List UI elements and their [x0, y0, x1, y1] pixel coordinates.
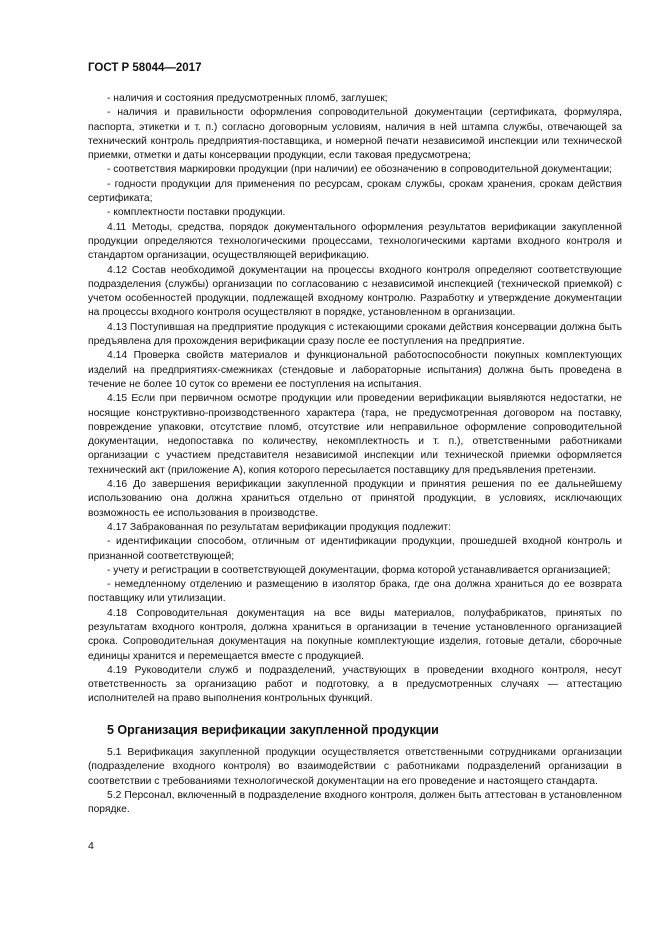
paragraph: 5.1 Верификация закупленной продукции осуществляется ответственными сотрудниками организации (подразделение входного контроля) во взаимодействии с работниками подразделений организации в соответствии с требованиями технологической документации на его проведение и настоящего стандарта. [88, 747, 622, 787]
paragraph: - идентификации способом, отличным от идентификации продукции, прошедшей входной контроль и признанной соответствующей; [88, 536, 622, 562]
page-number: 4 [88, 840, 94, 852]
paragraph: 4.11 Методы, средства, порядок документального оформления результатов верификации закупленной продукции определяются технологическими процессами, технологическими картами входного контроля и стандартом организации, осуществляющей верификацию. [88, 221, 622, 262]
paragraph: 4.19 Руководители служб и подразделений, участвующих в проведении входного контроля, несут ответственность за организацию работ и подготовку, а в предусмотренных случаях — аттестацию исполнителей на право выполнения контрольных функций. [88, 664, 622, 705]
paragraph: - наличия и состояния предусмотренных пломб, заглушек; [107, 93, 388, 104]
paragraph: 4.14 Проверка свойств материалов и функциональной работоспособности покупных комплектующих изделий на предприятиях-смежниках (стендовые и лабораторные испытания) должна быть проведена в течение не более 10 суток со времени ее поступления на испытания. [88, 350, 622, 390]
paragraph: 4.17 Забракованная по результатам верификации продукция подлежит: [107, 521, 451, 533]
document-body [88, 92, 622, 818]
paragraph: - комплектности поставки продукции. [107, 207, 286, 219]
section-heading: 5 Организация верификации закупленной продукции [107, 722, 439, 737]
paragraph: 4.13 Поступившая на предприятие продукция с истекающими сроками действия консервации должна быть предъявлена для прохождения верификации сразу после ее поступления на предприятие. [88, 321, 622, 348]
paragraph: - учету и регистрации в соответствующей документации, форма которой устанавливается организацией; [107, 564, 611, 576]
document-header: ГОСТ Р 58044—2017 [88, 62, 202, 74]
paragraph: 4.15 Если при первичном осмотре продукции или проведении верификации выявляются недостатки, не носящие конструктивно-производственного характера (тара, не предусмотренная договором на поставку, повреждение упаковки, отсутствие пломб, отсутствие или неправильное оформление сопроводительной документации, недопоставка по количеству, некомплектность и т. п.), ответственными работниками организации с участием представителя независимой инспекции или технической приемки оформляется технический акт (приложение А), копия которого пересылается поставщику для предъявления претензии. [88, 393, 622, 476]
paragraph: 4.12 Состав необходимой документации на процессы входного контроля определяют соответствующие подразделения (службы) организации по согласованию с независимой инспекцией (технической приемкой) с учетом особенностей продукции, подлежащей входному контролю. Разработку и утверждение документации на процессы входного контроля осуществляют в порядке, установленном в организации. [88, 264, 622, 319]
paragraph: 4.18 Сопроводительная документация на все виды материалов, полуфабрикатов, принятых по результатам входного контроля, должна храниться в организации в течение установленного организацией срока. Сопроводительная документация на покупные комплектующие изделия, готовые детали, сборочные единицы хранится и перемещается вместе с продукцией. [88, 607, 622, 662]
paragraph: - наличия и правильности оформления сопроводительной документации (сертификата, формуляра, паспорта, этикетки и т. п.) согласно договорным условиям, наличия в ней штампа службы, отвечающей за технический контроль предприятия-поставщика, и номерной печати независимой инспекции или технической приемки, отметки и даты консервации продукции, если таковая предусмотрена; [88, 107, 622, 162]
paragraph: - соответствия маркировки продукции (при наличии) ее обозначению в сопроводительной документации; [107, 164, 612, 176]
paragraph: 4.16 До завершения верификации закупленной продукции и принятия решения по ее дальнейшему использованию она должна храниться отдельно от принятой продукции, в условиях, исключающих возможность ее использования в производстве. [88, 479, 622, 519]
paragraph: - немедленному отделению и размещению в изолятор брака, где она должна храниться до ее возврата поставщику или утилизации. [88, 579, 622, 605]
paragraph: - годности продукции для применения по ресурсам, срокам службы, срокам хранения, срокам действия сертификата; [88, 178, 622, 205]
paragraph: 5.2 Персонал, включенный в подразделение входного контроля, должен быть аттестован в установленном порядке. [88, 789, 622, 816]
